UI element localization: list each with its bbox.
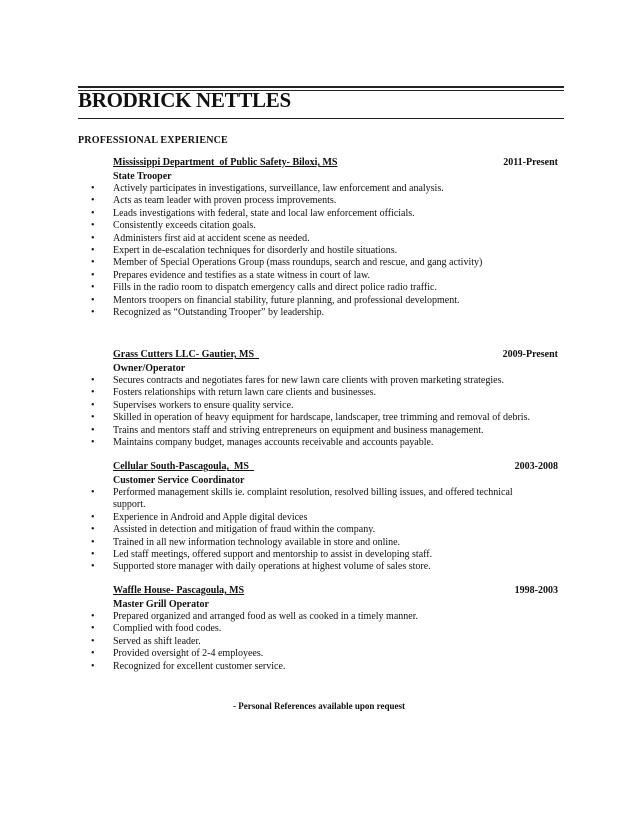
job-duty-item: • Expert in de-escalation techniques for disorderly and hostile situations. <box>78 245 564 257</box>
job-entry <box>78 585 564 673</box>
job-duty-item: • Consistently exceeds citation goals. <box>78 220 564 232</box>
job-duty-item: • Fosters relationships with return lawn care clients and businesses. <box>78 387 564 399</box>
job-duty-item: • Recognized as “Outstanding Trooper” by leadership. <box>78 307 564 319</box>
job-duty-item: • Actively participates in investigations, surveillance, law enforcement and analysis. <box>78 183 564 195</box>
job-duties-list <box>78 183 564 319</box>
job-title: Master Grill Operator <box>113 599 209 610</box>
job-employer: Waffle House- Pascagoula, MS <box>113 585 245 596</box>
job-dates: 1998-2003 <box>514 585 558 596</box>
job-entry <box>78 349 564 449</box>
job-duty-item: • Supervises workers to ensure quality service. <box>78 400 564 412</box>
job-header <box>113 349 564 362</box>
job-duties-list <box>78 487 564 574</box>
job-duties-list <box>78 611 564 673</box>
job-duty-item: • Administers first aid at accident scene as needed. <box>78 233 564 245</box>
job-entry <box>78 157 564 319</box>
applicant-name: BRODRICK NETTLES <box>78 88 291 112</box>
job-duty-item: • Fills in the radio room to dispatch emergency calls and direct police radio traffic. <box>78 282 564 294</box>
job-header <box>113 585 564 598</box>
job-duty-item: • Experience in Android and Apple digital devices <box>78 512 564 524</box>
job-duty-item: • Led staff meetings, offered support and mentorship to assist in developing staff. <box>78 549 564 561</box>
job-duty-item: • Skilled in operation of heavy equipment for hardscape, landscaper, tree trimming and removal of debris. <box>78 412 564 424</box>
header-rule-bottom <box>78 118 564 119</box>
section-title-experience: PROFESSIONAL EXPERIENCE <box>78 135 228 146</box>
job-header <box>113 157 564 170</box>
job-employer: Grass Cutters LLC- Gautier, MS <box>113 349 260 360</box>
job-duty-item: • Recognized for excellent customer service. <box>78 661 564 673</box>
job-duty-item: • Acts as team leader with proven process improvements. <box>78 195 564 207</box>
job-duty-item: • Served as shift leader. <box>78 636 564 648</box>
job-title: State Trooper <box>113 171 172 182</box>
job-duty-item: • Prepared organized and arranged food as well as cooked in a timely manner. <box>78 611 564 623</box>
job-duty-item: • Secures contracts and negotiates fares for new lawn care clients with proven marketing strategies. <box>78 375 564 387</box>
job-title: Owner/Operator <box>113 363 186 374</box>
job-duty-item: • Trains and mentors staff and striving entrepreneurs on equipment and business management. <box>78 425 564 437</box>
job-employer: Mississippi Department of Public Safety- Biloxi, MS <box>113 157 338 168</box>
job-duty-item: • Trained in all new information technology available in store and online. <box>78 537 564 549</box>
job-duty-item: • Prepares evidence and testifies as a state witness in court of law. <box>78 270 564 282</box>
job-dates: 2003-2008 <box>514 461 558 472</box>
job-duty-item: • Supported store manager with daily operations at highest volume of sales store. <box>78 561 564 573</box>
job-duty-item: • Leads investigations with federal, state and local law enforcement officials. <box>78 208 564 220</box>
job-dates: 2009-Present <box>502 349 558 360</box>
job-duty-item: • Complied with food codes. <box>78 623 564 635</box>
job-duty-item: • Maintains company budget, manages accounts receivable and accounts payable. <box>78 437 564 449</box>
job-entry <box>78 461 564 574</box>
job-duty-item: • Assisted in detection and mitigation of fraud within the company. <box>78 524 564 536</box>
job-duty-item: • Provided oversight of 2-4 employees. <box>78 648 564 660</box>
job-duty-item: • Performed management skills ie. complaint resolution, resolved billing issues, and offered technical support. <box>78 487 564 512</box>
job-duty-item: • Member of Special Operations Group (mass roundups, search and rescue, and gang activity) <box>78 257 564 269</box>
job-duty-item: • Mentors troopers on financial stability, future planning, and professional development. <box>78 295 564 307</box>
job-duties-list <box>78 375 564 449</box>
references-note: - Personal References available upon request <box>233 701 405 711</box>
job-employer: Cellular South-Pascagoula, MS <box>113 461 254 472</box>
job-dates: 2011-Present <box>503 157 558 168</box>
job-header <box>113 461 564 474</box>
job-title: Customer Service Coordinator <box>113 475 245 486</box>
